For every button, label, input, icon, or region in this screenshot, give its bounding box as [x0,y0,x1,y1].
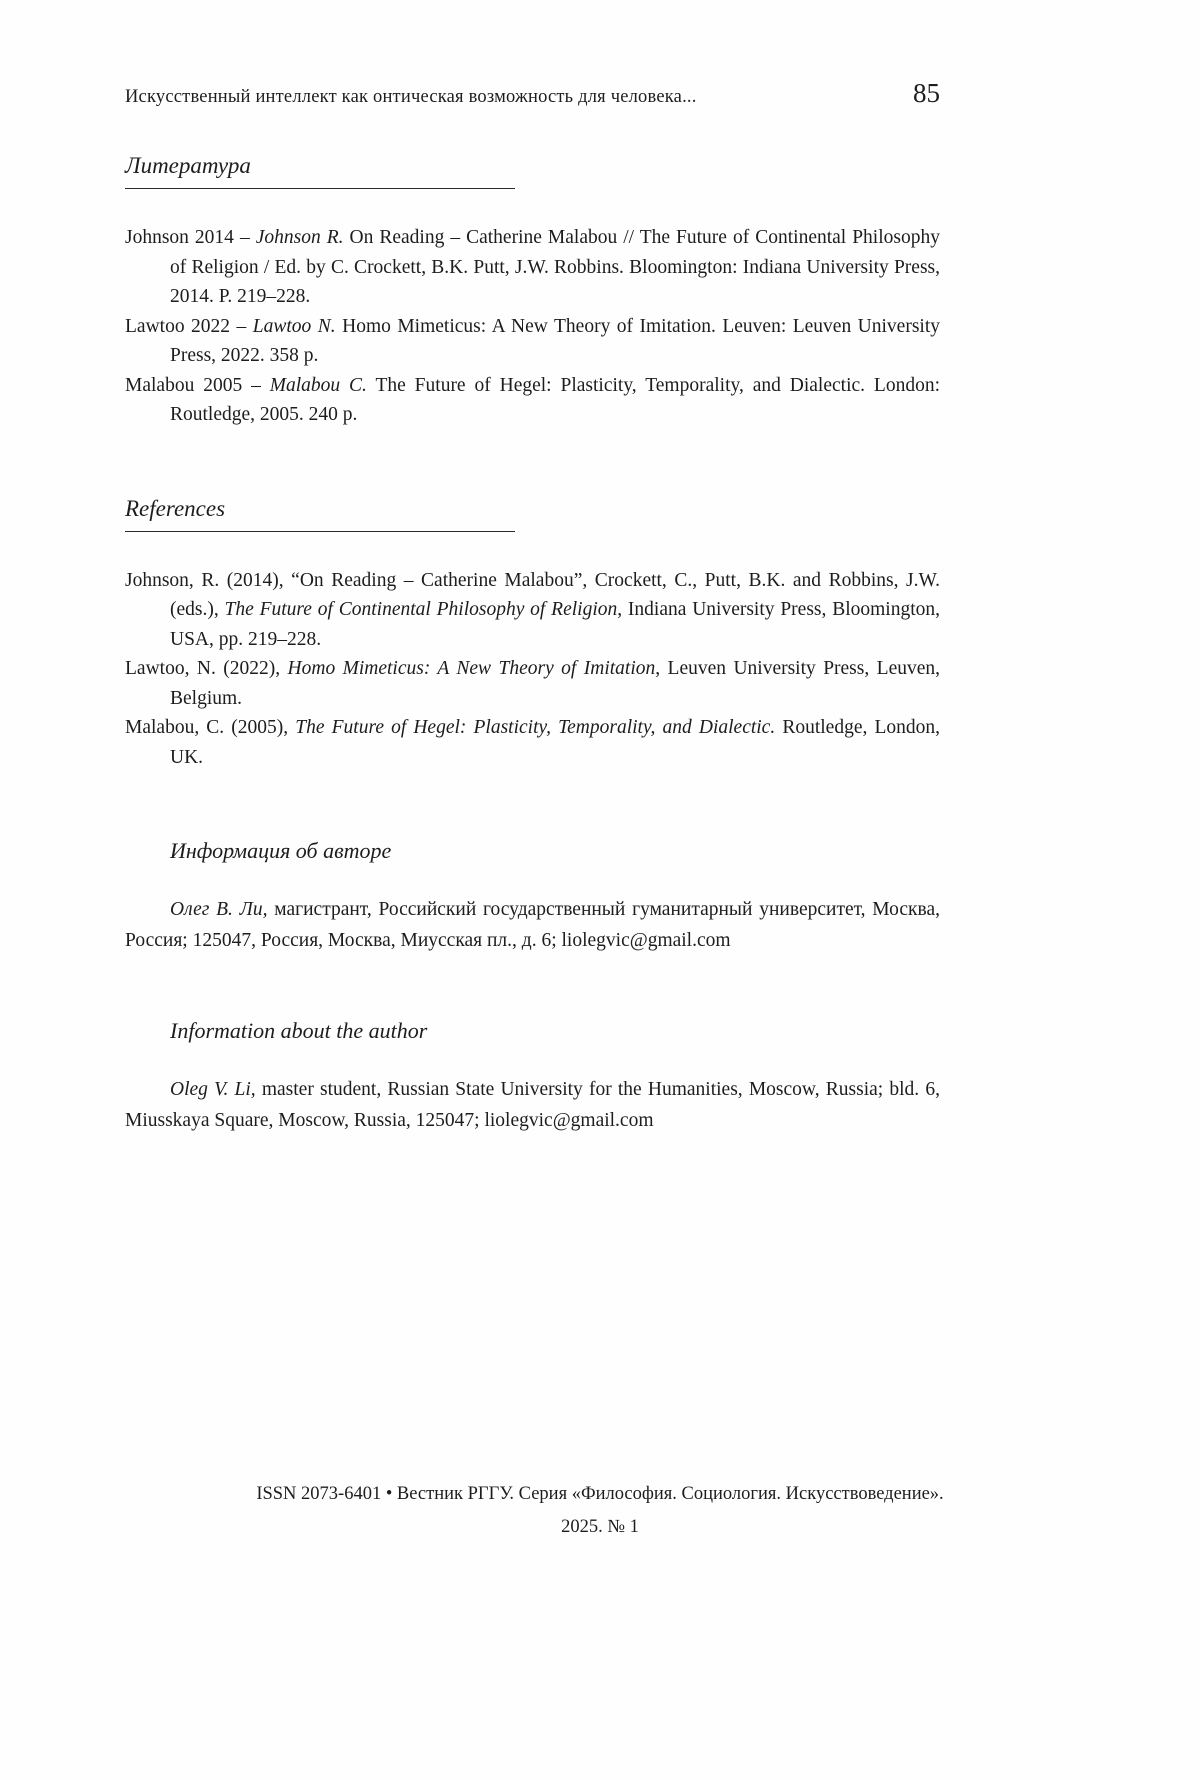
author-info-en-heading: Information about the author [170,1018,428,1043]
reference-item: Johnson, R. (2014), “On Reading – Catherine Malabou”, Crockett, C., Putt, B.K. and Robbins, J.W. (eds.), The Future of Continental Philosophy of Religion, Indiana University Press, Bloomington, USA, pp. 219–228. [125,569,940,650]
reference-item: Malabou, C. (2005), The Future of Hegel: Plasticity, Temporality, and Dialectic. Routledge, London, UK. [125,717,940,768]
running-title: Искусственный интеллект как онтическая возможность для человека... [125,87,697,107]
reference-item: Lawtoo, N. (2022), Homo Mimeticus: A New Theory of Imitation, Leuven University Press, Leuven, Belgium. [125,658,941,709]
literatura-list [125,223,940,430]
reference-item: Malabou 2005 – Malabou C. The Future of Hegel: Plasticity, Temporality, and Dialectic. London: Routledge, 2005. 240 p. [125,374,940,425]
section-heading-literatura: Литература [125,153,515,189]
section-heading-references: References [125,496,515,532]
page-footer [0,1478,1200,1544]
references-list [125,566,940,773]
running-header [125,78,940,109]
page-number: 85 [913,78,940,108]
reference-item: Lawtoo 2022 – Lawtoo N. Homo Mimeticus: A New Theory of Imitation. Leuven: Leuven University Press, 2022. 358 p. [125,315,940,366]
reference-item: Johnson 2014 – Johnson R. On Reading – Catherine Malabou // The Future of Continental Philosophy of Religion / Ed. by C. Crockett, B.K. Putt, J.W. Robbins. Bloomington: Indiana University Press, 2014. P. 219–228. [125,227,940,307]
author-info-ru-heading: Информация об авторе [170,838,392,863]
author-info-ru-paragraph: Олег В. Ли, магистрант, Российский государственный гуманитарный университет, Москва, Россия; 125047, Россия, Москва, Миусская пл., д. 6; liolegvic@gmail.com [125,899,941,951]
footer-line-issue: 2025. № 1 [561,1517,639,1537]
author-info-en-paragraph: Oleg V. Li, master student, Russian State University for the Humanities, Moscow, Russia; bld. 6, Miusskaya Square, Moscow, Russia, 125047; liolegvic@gmail.com [125,1079,940,1131]
footer-line-issn: ISSN 2073-6401 • Вестник РГГУ. Серия «Философия. Социология. Искусствоведение». [256,1484,944,1504]
